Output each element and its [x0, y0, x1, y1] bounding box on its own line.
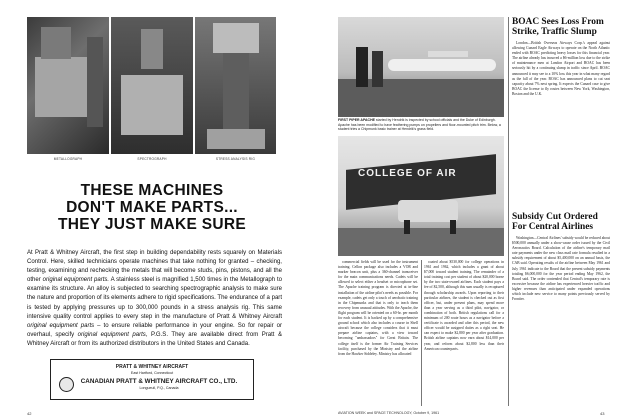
ad-headline: [27, 182, 277, 233]
headline-line-1: THESE MACHINES: [80, 182, 224, 199]
article-column-a: commercial fields will be used for the instrument training. Cellon package also includes a VOR and marker beacon unit, plus a 360-channel transceiver for the main communications needs. Cadets will be allowed to select either a headset or microphone set. The Apache training program is directed at in-line installation of the airline pilot's needs as possible. For example, cadets get only a touch of aerobatic training in the Chipmunks and that is only to teach them recovery from unusual attitudes. With the Apache, the flight program will be oriented on a 60-hr. per month for each student. It is backed up by a comprehensive ground school which also includes a course in Shell aircraft because the college considers that it must prepare airline captains, with a view toward becoming "ambassadors" for Great Britain. The college itself is the former Air Training Services facility, purchased by the Ministry and the airline from the Hawker Siddeley. Ministry has allocated: [338, 260, 418, 356]
news-column-divider: [508, 17, 509, 406]
logo-line-3: CANADIAN PRATT & WHITNEY AIRCRAFT CO., LTD.: [80, 378, 238, 385]
logo-line-1: PRATT & WHITNEY AIRCRAFT: [115, 364, 189, 370]
ad-body-text: At Pratt & Whitney Aircraft, the first step in building dependability rests squarely on Materials Control. Here, skilled technicians operate machines that take nothing for granted – checking, testing, examining and rechecking the metals that will become studs, pins, pistons, and all the other original equipment parts. A stainless steel is magnified 1,500 times in the Metallograph to examine its structure. An alloy is subjected to searching spectrographic analysis to make sure the nature and proportion of its elements adhere to rigid specifications. The endurance of a part is tested by applying pressures up to 300,000 pounds in a stress analysis rig. This same intensive quality control applies to every step in the manufacture of Pratt & Whitney Aircraft original equipment parts – to ensure reliable performance in your engine. So for repair or overhaul, specify original equipment parts, P.G.S. They are available direct from Pratt & Whitney Aircraft or from its authorized distributors in the United States and Canada.: [27, 250, 283, 347]
metallograph-photo: [27, 17, 109, 154]
magazine-footer: AVIATION WEEK and SPACE TECHNOLOGY, October 9, 1961: [338, 411, 440, 415]
stress-analysis-rig-photo: [195, 17, 276, 154]
pratt-whitney-logo-block: [50, 359, 254, 400]
logo-line-2: East Hartford, Connecticut: [130, 371, 174, 375]
article-column-b: coated about $530,000 for college operations in 1961 and 1962, which includes a grant of about $7,000 toward student training. The remainder of a total training cost per student of about $20,000 borne by the two state-owned airlines. Each student pays a fee of $2,500, although this sum usually is recaptured through scholarship awards. Upon reporting to their particular airlines, the student is checked out as first officer, but, under present plans, may spend more than a year serving as a third pilot, navigator, or combination of both. British regulations call for a minimum of 200 route hours as a navigator before a certificate is awarded and after this period, the new officer would be assigned duties as a right seat. He can expect to make $2,800 per year after graduation. British airline captains now earn about $14,000 per year, and reform about $2,800 less than their American counterparts.: [424, 260, 504, 351]
left-page-number: 42: [27, 411, 32, 416]
chipmunk-trainer-photo: [338, 136, 504, 256]
pratt-whitney-eagle-icon: [59, 377, 74, 392]
piper-apache-photo: [338, 17, 504, 117]
column-divider: [421, 260, 422, 406]
news-headline-central: Subsidy Cut Ordered For Central Airlines: [512, 212, 598, 233]
right-page-number: 43: [600, 411, 605, 416]
logo-line-4: Longueuil, P.Q., Canada: [139, 386, 179, 390]
plane-lettering: COLLEGE OF AIR: [358, 168, 457, 179]
piper-apache-caption: FIRST PIPER APACHE started by Hendrik is inspected by school officials and the Duke of Edinburgh. Apache has been modified to have feathering pumps on propellers and floor-mounted pitch trim. Below, a student tries a Chipmunk basic trainer at Hendrik's grass field.: [338, 118, 501, 132]
photo-caption-stress-rig: STRESS ANALYSIS RIG: [215, 157, 256, 161]
photo-caption-metallograph: METALLOGRAPH: [53, 157, 83, 161]
news-body-central: Washington—Central Airlines' subsidy would be reduced about $500,000 annually under a show-cause order issued by the Civil Aeronautics Board. Calculation of the airline's temporary mail rate payments under the new class mail rate formula resulted in a subsidy requirement of about $5,400,000 on an annual basis, the CAB said. Operating results of the airline between May 1961 and July 1961 indicate to the Board that the present subsidy payments totaling $6,000,000 for the year period ending May 1962, the Board said. The order contended that Central's temporary rate is excessive because the airline has experienced heavier traffic and higher revenues than anticipated under expanded operations which include new service to many points previously served by Frontier.: [512, 236, 610, 302]
news-body-boac: London—British Overseas Airways Corp.'s appeal against allowing Cunard Eagle Airways to operate on the North Atlantic ended with BOAC predicting heavy losses for this financial year. The airline already has incurred a $6-million loss due to the strike of maintenance men at London Airport and BOAC has been seriously hit by a continuing slump in traffic since April. BOAC announced it may see to a 10% loss this year in what many regard as the fall of the year. BOAC has announced plans to cut seat capacity about 7% next spring. It expects the Cunard case to give BOAC the license to fly routes between New York, Washington, Boston and the U.K.: [512, 41, 610, 96]
photo-caption-spectrograph: SPECTROGRAPH: [137, 157, 167, 161]
headline-line-3: THEY JUST MAKE SURE: [58, 216, 246, 233]
news-headline-boac: BOAC Sees Loss From Strike, Traffic Slump: [512, 17, 604, 38]
headline-line-2: DON'T MAKE PARTS...: [66, 199, 238, 216]
spectrograph-photo: [111, 17, 193, 154]
